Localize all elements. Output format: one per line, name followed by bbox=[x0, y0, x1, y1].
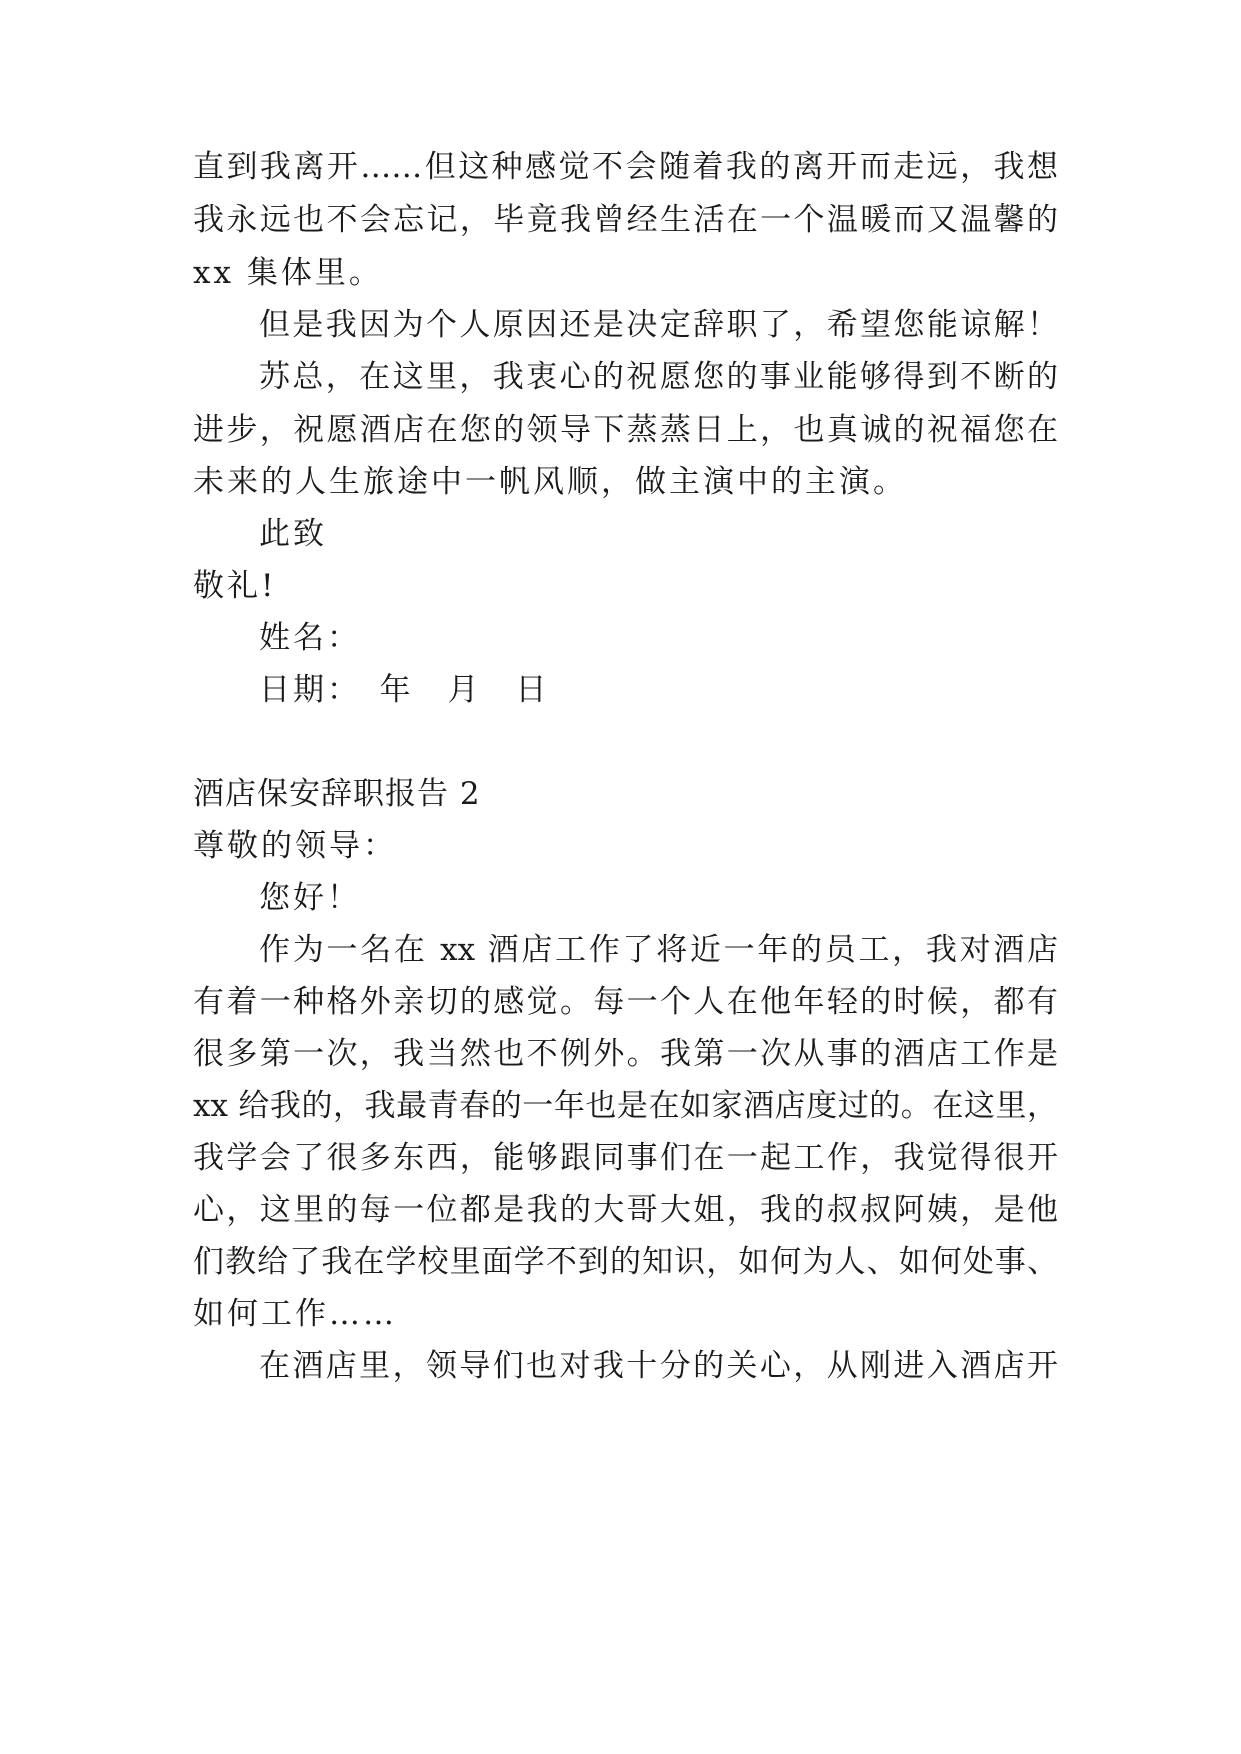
paragraph-line: xx 集体里。 bbox=[193, 255, 383, 291]
paragraph-line: 进步，祝愿酒店在您的领导下蒸蒸日上，也真诚的祝福您在 bbox=[193, 412, 1058, 448]
section-title: 酒店保安辞职报告 2 bbox=[193, 776, 481, 812]
paragraph-line: 有着一种格外亲切的感觉。每一个人在他年轻的时候，都有 bbox=[193, 984, 1058, 1020]
paragraph-line: 们教给了我在学校里面学不到的知识，如何为人、如何处事、 bbox=[193, 1244, 1058, 1280]
name-label: 姓名： bbox=[259, 620, 361, 656]
salutation: 尊敬的领导： bbox=[193, 828, 397, 864]
paragraph-line: 苏总，在这里，我衷心的祝愿您的事业能够得到不断的 bbox=[259, 359, 1058, 395]
paragraph-line: 直到我离开……但这种感觉不会随着我的离开而走远，我想 bbox=[193, 149, 1058, 185]
date-label: 日期： 年 月 日 bbox=[259, 672, 550, 708]
closing-line: 敬礼! bbox=[193, 568, 277, 604]
paragraph-line: 作为一名在 xx 酒店工作了将近一年的员工，我对酒店 bbox=[259, 932, 1058, 968]
closing-line: 此致 bbox=[259, 516, 327, 552]
paragraph-line: 在酒店里，领导们也对我十分的关心，从刚进入酒店开 bbox=[259, 1348, 1058, 1384]
paragraph-line: 但是我因为个人原因还是决定辞职了，希望您能谅解！ bbox=[259, 307, 1058, 343]
paragraph-line: 未来的人生旅途中一帆风顺，做主演中的主演。 bbox=[193, 464, 907, 500]
greeting: 您好！ bbox=[259, 880, 361, 916]
paragraph-line: xx 给我的，我最青春的一年也是在如家酒店度过的。在这里， bbox=[193, 1088, 1058, 1124]
paragraph-line: 我学会了很多东西，能够跟同事们在一起工作，我觉得很开 bbox=[193, 1140, 1058, 1176]
paragraph-line: 很多第一次，我当然也不例外。我第一次从事的酒店工作是 bbox=[193, 1036, 1058, 1072]
paragraph-line: 我永远也不会忘记，毕竟我曾经生活在一个温暖而又温馨的 bbox=[193, 202, 1058, 238]
paragraph-line: 如何工作…… bbox=[193, 1296, 397, 1332]
paragraph-line: 心，这里的每一位都是我的大哥大姐，我的叔叔阿姨，是他 bbox=[193, 1192, 1058, 1228]
